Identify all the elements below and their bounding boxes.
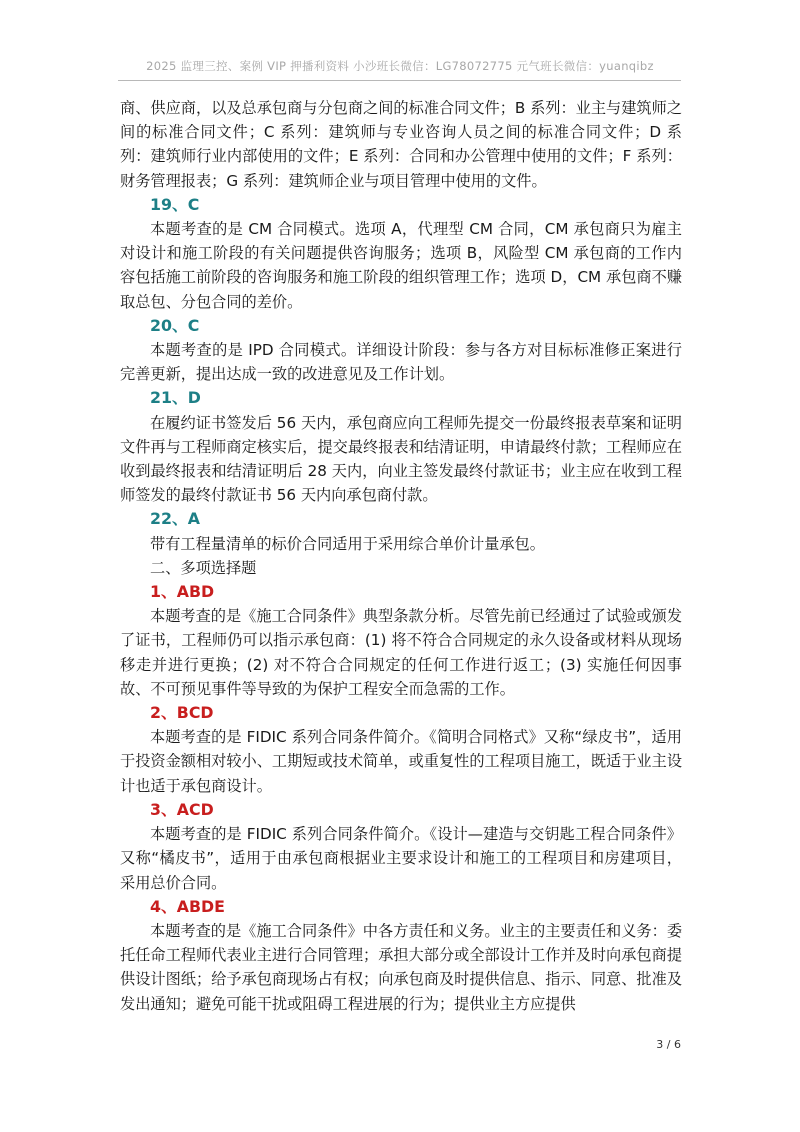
answer-label-19: 19、C bbox=[150, 194, 200, 214]
answer-label-m2: 2、BCD bbox=[150, 703, 214, 723]
header-divider bbox=[118, 80, 681, 81]
page-number: 3 / 6 bbox=[656, 1038, 681, 1051]
answer-label-m1: 1、ABD bbox=[150, 582, 215, 602]
explanation-m4: 本题考查的是《施工合同条件》中各方责任和义务。业主的主要责任和义务：委托任命工程师代表业主进行合同管理；承担大部分或全部设计工作并及时向承包商提供设计图纸；给予承包商现场占有权；向承包商及时提供信息、指示、同意、批准及发出通知；避免可能干扰或阻碍工程进展的行为；提供业主方应提供 bbox=[120, 921, 682, 1013]
answer-label-20: 20、C bbox=[150, 315, 200, 335]
paragraph-aia-series: 商、供应商，以及总承包商与分包商之间的标准合同文件；B 系列：业主与建筑师之间的标准合同文件；C 系列：建筑师与专业咨询人员之间的标准合同文件；D 系列：建筑师行业内部使用的文件；E 系列：合同和办公管理中使用的文件；F 系列：财务管理报表；G 系列：建筑师企业与项目管理中使用的文件。 bbox=[120, 99, 682, 190]
explanation-m3: 本题考查的是 FIDIC 系列合同条件简介。《设计—建造与交钥匙工程合同条件》又称“橘皮书”，适用于由承包商根据业主要求设计和施工的工程项目和房建项目， 采用总价合同。 bbox=[120, 825, 682, 892]
explanation-19: 本题考查的是 CM 合同模式。选项 A，代理型 CM 合同，CM 承包商只为雇主对设计和施工阶段的有关问题提供咨询服务；选项 B，风险型 CM 承包商的工作内容包括施工前阶段的咨询服务和施工阶段的组织管理工作；选项 D，CM 承包商不赚取总包、分包合同的差价。 bbox=[120, 220, 682, 311]
answer-label-m4: 4、ABDE bbox=[150, 896, 225, 916]
answer-label-22: 22、A bbox=[150, 509, 201, 529]
page-content bbox=[120, 96, 682, 1016]
section-title-multiple-choice: 二、多项选择题 bbox=[150, 558, 257, 577]
page-header: 2025 监理三控、案例 VIP 押播利资料 小沙班长微信：LG78072775 元气班长微信：yuanqibz bbox=[146, 59, 654, 73]
explanation-22: 带有工程量清单的标价合同适用于采用综合单价计量承包。 bbox=[150, 534, 545, 553]
explanation-20: 本题考查的是 IPD 合同模式。详细设计阶段：参与各方对目标标准修正案进行完善更新，提出达成一致的改进意见及工作计划。 bbox=[120, 341, 682, 384]
explanation-21: 在履约证书签发后 56 天内，承包商应向工程师先提交一份最终报表草案和证明文件再与工程师商定核实后，提交最终报表和结清证明，申请最终付款；工程师应在收到最终报表和结清证明后 28 天内，向业主签发最终付款证书；业主应在收到工程师签发的最终付款证书 56 天内向承包商付款。 bbox=[120, 413, 682, 505]
answer-label-m3: 3、ACD bbox=[150, 799, 214, 819]
answer-label-21: 21、D bbox=[150, 388, 201, 408]
explanation-m2: 本题考查的是 FIDIC 系列合同条件简介。《简明合同格式》又称“绿皮书”，适用于投资金额相对较小、工期短或技术简单，或重复性的工程项目施工，既适于业主设计也适于承包商设计。 bbox=[120, 728, 682, 795]
explanation-m1: 本题考查的是《施工合同条件》典型条款分析。尽管先前已经通过了试验或颁发了证书，工程师仍可以指示承包商：(1) 将不符合合同规定的永久设备或材料从现场移走并进行更换；(2) 对不符合合同规定的任何工作进行返工；(3) 实施任何因事故、不可预见事件等导致的为保护工程安全而急需的工作。 bbox=[120, 607, 682, 698]
